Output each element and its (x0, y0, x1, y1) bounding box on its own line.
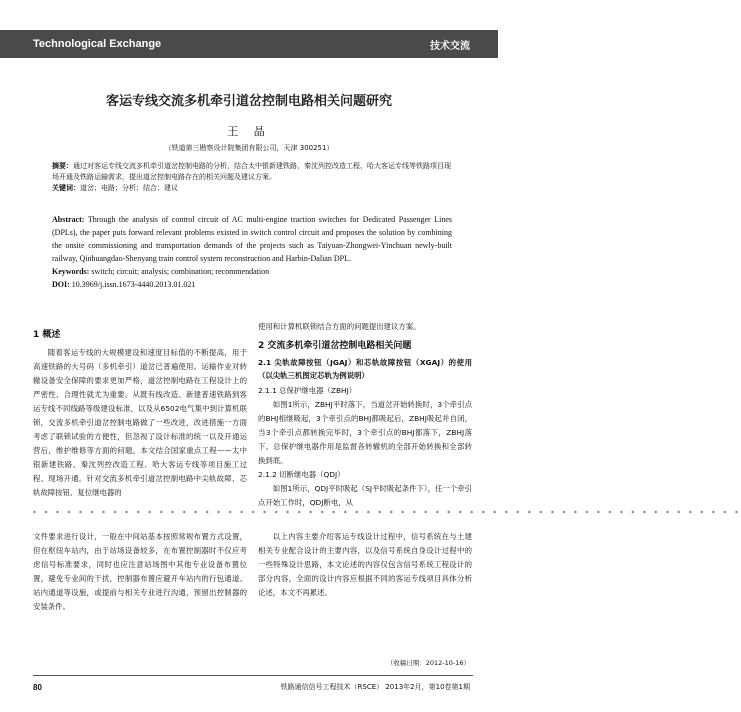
section-1-heading: 1 概述 (33, 330, 61, 340)
journal-info: 铁路通信信号工程技术（RSCE） 2013年2月，第10卷第1期 (280, 683, 470, 691)
section-2-1-1-paragraph: 如图1所示，ZBHJ平时落下，当道岔开始转换时，3个牵引点的BHJ相继吸起，3个牵引点的BHJ都吸起后，ZBHJ吸起并自闭，当3个牵引点都转换完毕时，3个牵引点的BHJ都落下，ZBHJ落下。总保护继电器作用是监督各转辙机的全部开始转换和全部转换到底。 (258, 400, 472, 465)
lower-right-paragraph: 以上内容主要介绍客运专线设计过程中，信号系统在与土建相关专业配合设计的主要内容，以及信号系统自身设计过程中的一些特殊设计思路，本文论述的内容仅包含信号系统工程设计的部分内容，全面的设计内容应根据不同的客运专线项目具体分析论述，本文不再累述。 (258, 532, 472, 597)
lower-left-paragraph: 文件要求进行设计，一般在中间站基本按照常规布置方式设置，但在枢纽车站内，由于站场设备较多，在布置控制器时不仅应考虑信号标准要求，同时也应注意站场图中其他专业设备布置位置，避免专业间的干扰，控制器布置应避开车站内的行包通道、站内通道等设施，或提前与相关专业进行沟通，预留出控制器的安装条件。 (33, 532, 247, 611)
section-2-heading: 2 交流多机牵引道岔控制电路相关问题 (258, 341, 412, 351)
section-2-1-2-paragraph: 如图1所示，QDJ平时吸起（SJ平时吸起条件下），任一个牵引点开始工作时，QDJ断电，从 (258, 484, 472, 507)
column-name-en: Technological Exchange (33, 38, 162, 50)
article-separator: * * * * * * * * * * * * * * * * * * * * * * * * * * * * * * * * * * * * * * * * * * * * * * * * * * * * * * * * * * * * * * (33, 510, 741, 517)
left-column (33, 327, 247, 500)
keywords-en-text: switch; circuit; analysis; combination; recommendation (91, 267, 270, 276)
keywords-en-label: Keywords: (52, 267, 90, 276)
lower-left-column (33, 530, 247, 614)
header-bar (0, 30, 498, 58)
section-2-1-heading: 2.1 尖轨故障按钮（JGAJ）和芯轨故障按钮（XGAJ）的使用（以尖轨三机图定芯轨为例说明） (258, 358, 472, 380)
section-2-1-2-heading: 2.1.2 切断继电器（QDJ） (258, 470, 345, 479)
doi-text: 10.3969/j.issn.1673-4440.2013.01.021 (71, 280, 196, 289)
footer-rule (33, 675, 473, 676)
section-2-1-1-heading: 2.1.1 总保护继电器（ZBHJ） (258, 386, 357, 395)
doi-label: DOI: (52, 280, 70, 289)
affiliation: （铁道第三勘察设计院集团有限公司，天津 300251） (164, 144, 334, 152)
abstract-cn-label: 摘要： (52, 162, 73, 170)
paper-title: 客运专线交流多机牵引道岔控制电路相关问题研究 (105, 94, 392, 109)
abstract-en-text: Through the analysis of control circuit of AC multi-engine traction switches for Dedicated Passenger Lines (DPLs), the paper puts forward relevant problems existed in switch control circuit and proposes the solution by combining the onsite commissioning and transportation demands of the projects such as Taiyuan-Zhongwei-Yinchuan newly-built railway, Qinhuangdao-Shenyang train control system reconstruction and Harbin-Dalian DPL. (52, 215, 453, 263)
abstract-cn-text: 通过对客运专线交流多机牵引道岔控制电路的分析，结合太中银新建铁路、秦沈列控改造工程、哈大客运专线等铁路项目现场开通及铁路运输需求，提出道岔控制电路存在的相关问题及建议方案。 (52, 162, 451, 181)
column-name-cn: 技术交流 (430, 41, 470, 52)
received-date: （收稿日期：2012-10-16） (386, 659, 470, 667)
author: 王 晶 (227, 125, 271, 138)
abstract-en-label: Abstract: (52, 215, 85, 224)
keywords-cn (52, 183, 452, 194)
keywords-cn-text: 道岔；电路；分析；结合；建议 (80, 184, 178, 192)
keywords-cn-label: 关键词： (52, 184, 80, 192)
doi (52, 278, 452, 291)
keywords-en (52, 265, 452, 278)
page-number: 80 (33, 683, 42, 692)
lower-right-column (258, 530, 472, 600)
intro-tail: 使用和计算机联锁结合方面的问题提出建议方案。 (258, 322, 421, 331)
section-1-paragraph: 随着客运专线的大规模建设和速度目标值的不断提高，用于高速铁路的大号码（多机牵引）道岔已普遍使用。运输作业对转辙设备安全保障的要求更加严格，道岔控制电路在工程设计上的严密性、合理性就尤为重要。从既有线改造、新建普速铁路到客运专线不同线路等级建设标准，以及从6502电气集中到计算机联锁，交流多机牵引道岔控制电路做了一些改进，改进措施一方面考虑了联锁试验的方便性，但忽视了设计标准的统一以及开通运营后，维护维修等方面的问题。本文结合国家重点工程——太中银新建铁路、秦沈列控改造工程、哈大客运专线等项目施工过程、现场开通。针对交流多机牵引道岔控制电路中尖轨故障、芯轨故障按钮、复位继电器的 (33, 348, 247, 497)
abstract-cn-block (52, 161, 452, 194)
abstract-en (52, 213, 452, 265)
abstract-en-block (52, 213, 452, 291)
right-column (258, 320, 472, 510)
abstract-cn (52, 161, 452, 183)
